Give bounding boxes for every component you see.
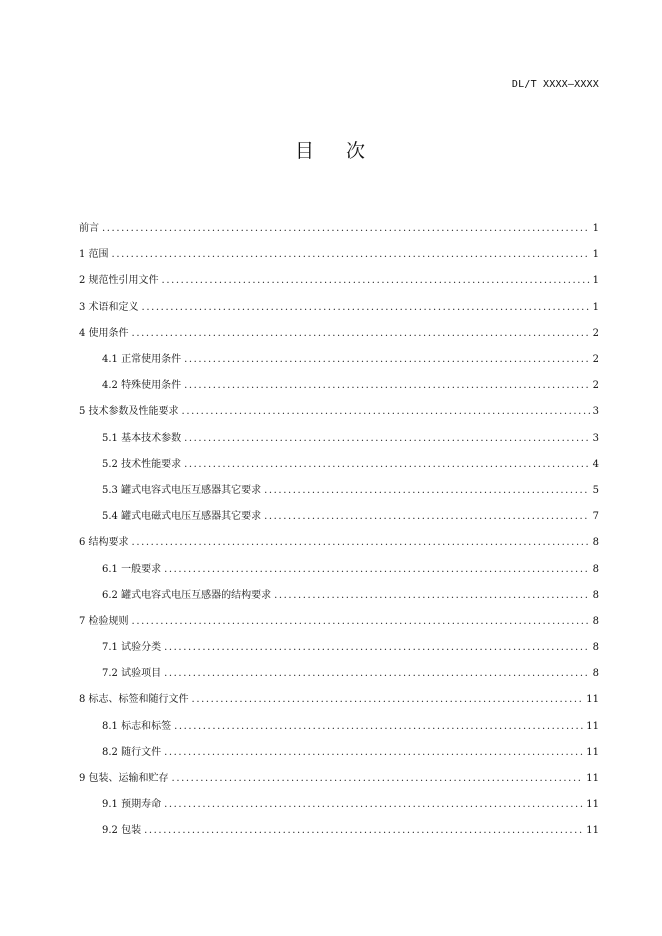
toc-entry-label: 5.1 基本技术参数 — [102, 432, 182, 444]
toc-entry-page: 2 — [592, 327, 599, 339]
toc-entry-label: 6 结构要求 — [79, 537, 129, 549]
toc-entry-label: 5.4 罐式电磁式电压互感器其它要求 — [102, 511, 262, 523]
toc-entry[interactable] — [79, 714, 599, 740]
toc-entry-page: 1 — [592, 275, 599, 287]
toc-dot-leader — [112, 249, 590, 261]
toc-entry-label: 8 标志、标签和随行文件 — [79, 694, 189, 706]
toc-entry[interactable] — [79, 347, 599, 373]
toc-dot-leader — [184, 354, 590, 366]
toc-entry-label: 3 术语和定义 — [79, 301, 139, 313]
toc-entry-page: 8 — [592, 589, 599, 601]
toc-entry[interactable] — [79, 452, 599, 478]
toc-entry[interactable] — [79, 504, 599, 530]
toc-entry[interactable] — [79, 478, 599, 504]
document-code: DL/T XXXX—XXXX — [511, 79, 599, 90]
title-char-right: 次 — [346, 140, 368, 162]
toc-entry[interactable] — [79, 295, 599, 321]
toc-dot-leader — [164, 799, 583, 811]
toc-entry[interactable] — [79, 609, 599, 635]
toc-entry[interactable] — [79, 268, 599, 294]
toc-entry[interactable] — [79, 635, 599, 661]
toc-entry[interactable] — [79, 242, 599, 268]
toc-dot-leader — [184, 380, 590, 392]
toc-dot-leader — [274, 590, 590, 602]
toc-dot-leader — [264, 485, 590, 497]
toc-dot-leader — [164, 747, 583, 759]
toc-dot-leader — [132, 328, 590, 340]
toc-entry-page: 5 — [592, 484, 599, 496]
toc-entry-page: 2 — [592, 380, 599, 392]
toc-entry[interactable] — [79, 556, 599, 582]
toc-entry-page: 8 — [592, 668, 599, 680]
toc-dot-leader — [184, 459, 590, 471]
toc-entry[interactable] — [79, 373, 599, 399]
toc-entry-label: 8.2 随行文件 — [102, 746, 162, 758]
toc-entry-page: 11 — [586, 799, 599, 811]
toc-entry-page: 11 — [586, 746, 599, 758]
toc-entry-label: 前言 — [79, 223, 99, 235]
toc-entry-page: 8 — [592, 537, 599, 549]
toc-entry-label: 5 技术参数及性能要求 — [79, 406, 179, 418]
toc-entry-page: 3 — [592, 406, 599, 418]
toc-dot-leader — [264, 511, 590, 523]
table-of-contents — [79, 216, 599, 845]
toc-entry-page: 7 — [592, 511, 599, 523]
toc-entry-page: 8 — [592, 615, 599, 627]
toc-dot-leader — [102, 223, 590, 235]
toc-entry-label: 9.2 包装 — [102, 825, 142, 837]
toc-entry-label: 1 范围 — [79, 249, 109, 261]
toc-entry[interactable] — [79, 399, 599, 425]
toc-entry[interactable] — [79, 792, 599, 818]
toc-entry[interactable] — [79, 740, 599, 766]
toc-entry-label: 4.1 正常使用条件 — [102, 354, 182, 366]
toc-dot-leader — [162, 275, 590, 287]
toc-entry[interactable] — [79, 530, 599, 556]
toc-entry-label: 8.1 标志和标签 — [102, 720, 172, 732]
toc-dot-leader — [132, 616, 590, 628]
toc-entry[interactable] — [79, 216, 599, 242]
toc-entry-page: 11 — [586, 694, 599, 706]
toc-dot-leader — [182, 406, 590, 418]
toc-entry-page: 1 — [592, 301, 599, 313]
toc-entry-label: 7.1 试验分类 — [102, 642, 162, 654]
toc-entry-page: 8 — [592, 642, 599, 654]
toc-dot-leader — [174, 721, 583, 733]
toc-entry-label: 9.1 预期寿命 — [102, 799, 162, 811]
toc-entry-label: 7.2 试验项目 — [102, 668, 162, 680]
toc-dot-leader — [132, 537, 590, 549]
toc-entry-page: 11 — [586, 720, 599, 732]
toc-entry[interactable] — [79, 818, 599, 844]
toc-entry-page: 11 — [586, 825, 599, 837]
toc-dot-leader — [184, 433, 590, 445]
toc-entry-label: 2 规范性引用文件 — [79, 275, 159, 287]
toc-entry[interactable] — [79, 321, 599, 347]
toc-entry[interactable] — [79, 426, 599, 452]
toc-entry-label: 9 包装、运输和贮存 — [79, 773, 169, 785]
title-char-left: 目 — [294, 140, 316, 162]
toc-entry-label: 5.2 技术性能要求 — [102, 458, 182, 470]
toc-entry-page: 4 — [592, 458, 599, 470]
toc-entry-label: 7 检验规则 — [79, 615, 129, 627]
toc-entry[interactable] — [79, 661, 599, 687]
toc-dot-leader — [142, 302, 590, 314]
toc-dot-leader — [192, 694, 584, 706]
toc-entry-page: 8 — [592, 563, 599, 575]
toc-entry[interactable] — [79, 766, 599, 792]
toc-entry-label: 4.2 特殊使用条件 — [102, 380, 182, 392]
toc-entry-label: 4 使用条件 — [79, 327, 129, 339]
toc-entry-label: 6.1 一般要求 — [102, 563, 162, 575]
toc-dot-leader — [164, 564, 590, 576]
toc-entry[interactable] — [79, 583, 599, 609]
toc-entry-page: 2 — [592, 354, 599, 366]
toc-entry-page: 1 — [592, 249, 599, 261]
toc-entry-label: 6.2 罐式电容式电压互感器的结构要求 — [102, 589, 272, 601]
toc-entry-label: 5.3 罐式电容式电压互感器其它要求 — [102, 484, 262, 496]
page-title — [0, 136, 662, 163]
toc-entry-page: 11 — [586, 773, 599, 785]
toc-dot-leader — [164, 642, 590, 654]
toc-dot-leader — [172, 773, 584, 785]
toc-entry-page: 1 — [592, 223, 599, 235]
toc-dot-leader — [144, 825, 583, 837]
toc-dot-leader — [164, 668, 590, 680]
toc-entry[interactable] — [79, 687, 599, 713]
toc-entry-page: 3 — [592, 432, 599, 444]
